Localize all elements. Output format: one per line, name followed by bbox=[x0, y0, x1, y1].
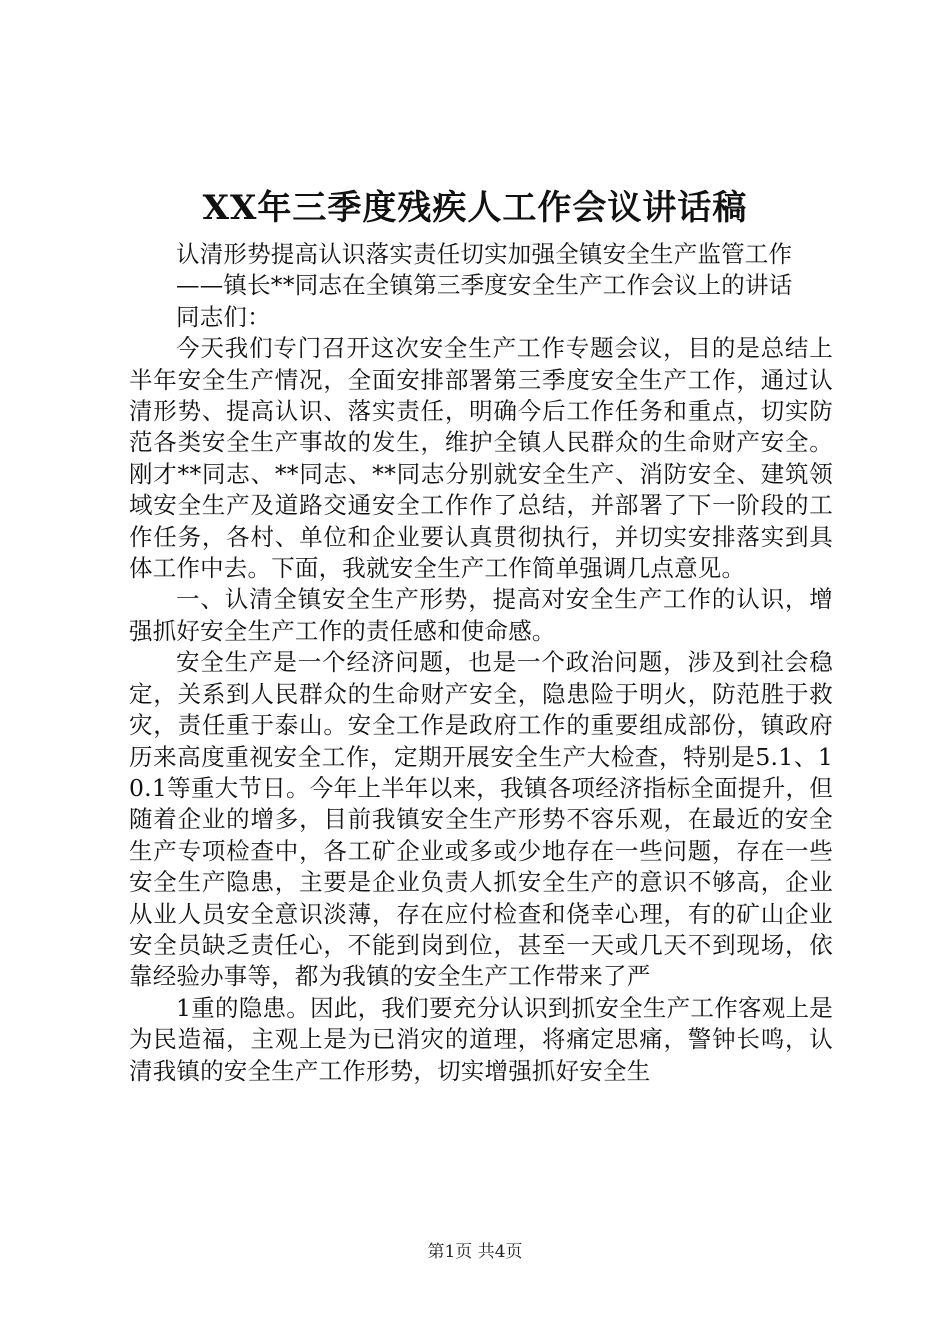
paragraph-body-2: 1重的隐患。因此，我们要充分认识到抓安全生产工作客观上是为民造福，主观上是为已消灾的道理，将痛定思痛，警钟长鸣，认清我镇的安全生产工作形势，切实增强抓好安全生 bbox=[129, 993, 833, 1085]
paragraph-intro: 今天我们专门召开这次安全生产工作专题会议，目的是总结上半年安全生产情况，全面安排部署第三季度安全生产工作，通过认清形势、提高认识、落实责任，明确今后工作任务和重点，切实防范各类安全生产事故的发生，维护全镇人民群众的生命财产安全。刚才**同志、**同志、**同志分别就安全生产、消防安全、建筑领域安全生产及道路交通安全工作作了总结，并部署了下一阶段的工作任务，各村、单位和企业要认真贯彻执行，并切实安排落实到具体工作中去。下面，我就安全生产工作简单强调几点意见。 bbox=[129, 334, 833, 583]
paragraph-salutation: 同志们： bbox=[176, 302, 271, 331]
paragraph-body-1: 安全生产是一个经济问题，也是一个政治问题，涉及到社会稳定，关系到人民群众的生命财产安全，隐患险于明火，防范胜于救灾，责任重于泰山。安全工作是政府工作的重要组成部份，镇政府历来高度重视安全工作，定期开展安全生产大检查，特别是5.1、10.1等重大节日。今年上半年以来，我镇各项经济指标全面提升，但随着企业的增多，目前我镇安全生产形势不容乐观，在最近的安全生产专项检查中，各工矿企业或多或少地存在一些问题，存在一些安全生产隐患，主要是企业负责人抓安全生产的意识不够高，企业从业人员安全意识淡薄，存在应付检查和侥幸心理，有的矿山企业安全员缺乏责任心，不能到岗到位，甚至一天或几天不到现场，依靠经验办事等，都为我镇的安全生产工作带来了严 bbox=[129, 648, 833, 991]
paragraph-speaker: ——镇长**同志在全镇第三季度安全生产工作会议上的讲话 bbox=[176, 271, 793, 300]
document-title: XX年三季度残疾人工作会议讲话稿 bbox=[202, 188, 748, 228]
document-body bbox=[129, 239, 833, 1087]
paragraph-section-heading-1: 一、认清全镇安全生产形势，提高对安全生产工作的认识，增强抓好安全生产工作的责任感和使命感。 bbox=[129, 585, 833, 645]
paragraph-subtitle: 认清形势提高认识落实责任切实加强全镇安全生产监管工作 bbox=[176, 240, 793, 268]
page-number-footer: 第1页 共4页 bbox=[427, 1242, 523, 1262]
